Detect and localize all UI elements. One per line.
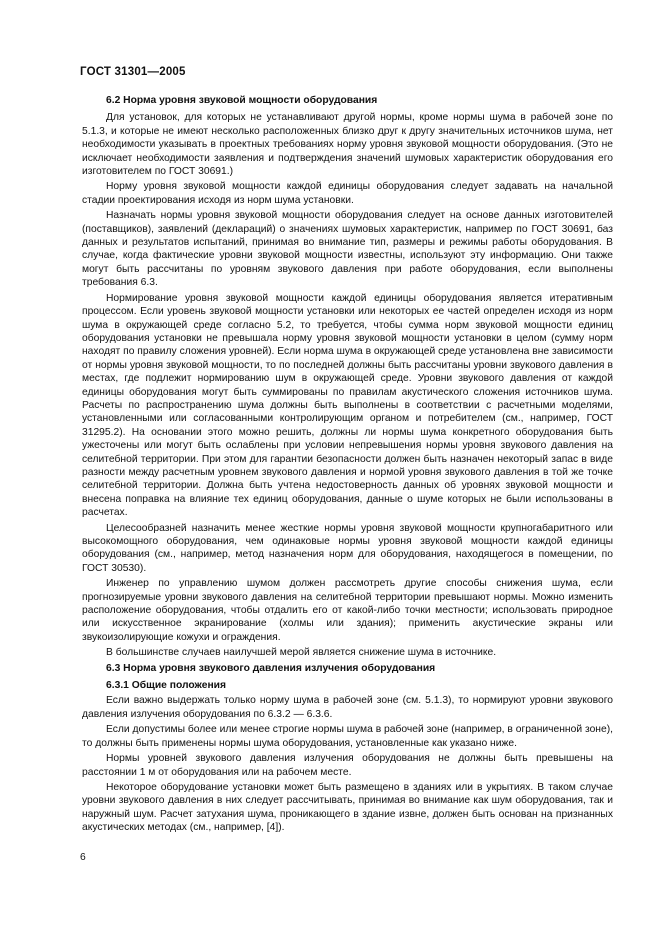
standard-header: ГОСТ 31301—2005: [80, 66, 186, 78]
page-body: [82, 94, 613, 837]
section-6-2-heading: 6.2 Норма уровня звуковой мощности оборудования: [106, 95, 378, 106]
page-number: 6: [80, 852, 86, 863]
paragraph: Целесообразней назначить менее жесткие нормы уровня звуковой мощности крупногабаритного или высокомощного оборудования, чем одинаковые нормы уровня звуковой мощности каждой единицы оборудования (см., например, метод назначения норм для оборудования, находящегося в помещении, по ГОСТ 30530).: [82, 522, 613, 574]
paragraph: Некоторое оборудование установки может быть размещено в зданиях или в укрытиях. В таком случае уровни звукового давления в них следует рассчитывать, принимая во внимание как шум оборудования, так и наружный шум. Расчет затухания шума, проникающего в здание извне, должен быть основан на признанных акустических методах (см., например, [4]).: [82, 781, 613, 834]
section-6-3-heading: 6.3 Норма уровня звукового давления излучения оборудования: [106, 662, 436, 674]
paragraph: Назначать нормы уровня звуковой мощности оборудования следует на основе данных изготовителей (поставщиков), заявлений (деклараций) о значениях шумовых характеристик, например по ГОСТ 30691, баз данных и результатов испытаний, принимая во внимание тип, размеры и режимы работы оборудования. В случае, когда фактические уровни звуковой мощности известны, используют эту информацию. Они также могут быть рассчитаны по уровням звукового давления при работе оборудования, если выполнены требования 6.3.: [82, 210, 613, 289]
paragraph: Норму уровня звуковой мощности каждой единицы оборудования следует задавать на начальной стадии проектирования исходя из норм шума установки.: [82, 181, 613, 206]
paragraph: В большинстве случаев наилучшей мерой является снижение шума в источнике.: [106, 647, 497, 659]
paragraph: Нормы уровней звукового давления излучения оборудования не должны быть превышены на расстоянии 1 м от оборудования или на рабочем месте.: [82, 753, 613, 778]
paragraph: Инженер по управлению шумом должен рассмотреть другие способы снижения шума, если прогнозируемые уровни звукового давления на селитебной территории превышают нормы. Можно изменить расположение оборудования, чтобы отдалить его от какой-либо точки местности; использовать природное или искусственное экранирование (холмы или здания); применить акустические экраны или звукоизолирующие кожухи и ограждения.: [82, 578, 613, 643]
paragraph: Для установок, для которых не устанавливают другой нормы, кроме нормы шума в рабочей зоне по 5.1.3, и которые не имеют несколько расположенных близко друг к другу значительных источников шума, нет необходимости указывать в проектных требованиях норму уровня звуковой мощности оборудования. (Это не исключает необходимости заявления и подтверждения значений шумовых характеристик оборудования его изготовителем по ГОСТ 30691.): [82, 112, 613, 178]
paragraph: Нормирование уровня звуковой мощности каждой единицы оборудования является итеративным процессом. Если уровень звуковой мощности установки или некоторых ее частей определен исходя из норм шума в окружающей среде согласно 5.2, то требуется, чтобы сумма норм звуковой мощности единиц оборудования установки не превышала норму уровня звуковой мощности установки в целом (сумму норм находят по правилу сложения уровней). Если норма шума в окружающей среде установлена вне зависимости от нормы уровня звуковой мощности, то по последней должны быть рассчитаны уровни звукового давления в местах, где подлежит нормированию шум в окружающей среде. Уровни звукового давления от каждой единицы оборудования могут быть суммированы по правилам акустического сложения источников шума. Расчеты по распространению шума должны быть выполнены в соответствии с расчетными моделями, установленными или согласованными контролирующим органом и потребителем (см., например, ГОСТ 31295.2). На основании этого можно решить, должны ли нормы шума конкретного оборудования быть ужесточены или могут быть ослаблены при условии непревышения нормы уровня звукового давления на селитебной территории. При этом для гарантии безопасности должен быть назначен некоторый запас в виде разности между расчетным уровнем звукового давления и нормой уровня звукового давления в той же точке селитебной территории. Должна быть учтена недостоверность данных об уровнях звуковой мощности и внесена поправка на влияние тех единиц оборудования, данные о шуме которых не были использованы в расчетах.: [82, 292, 613, 519]
paragraph: Если важно выдержать только норму шума в рабочей зоне (см. 5.1.3), то нормируют уровни звукового давления излучения оборудования по 6.3.2 — 6.3.6.: [82, 695, 613, 720]
section-6-3-1-heading: 6.3.1 Общие положения: [106, 680, 226, 692]
paragraph: Если допустимы более или менее строгие нормы шума в рабочей зоне (например, в ограниченной зоне), то должны быть применены нормы шума оборудования, установленные как указано ниже.: [82, 724, 613, 749]
